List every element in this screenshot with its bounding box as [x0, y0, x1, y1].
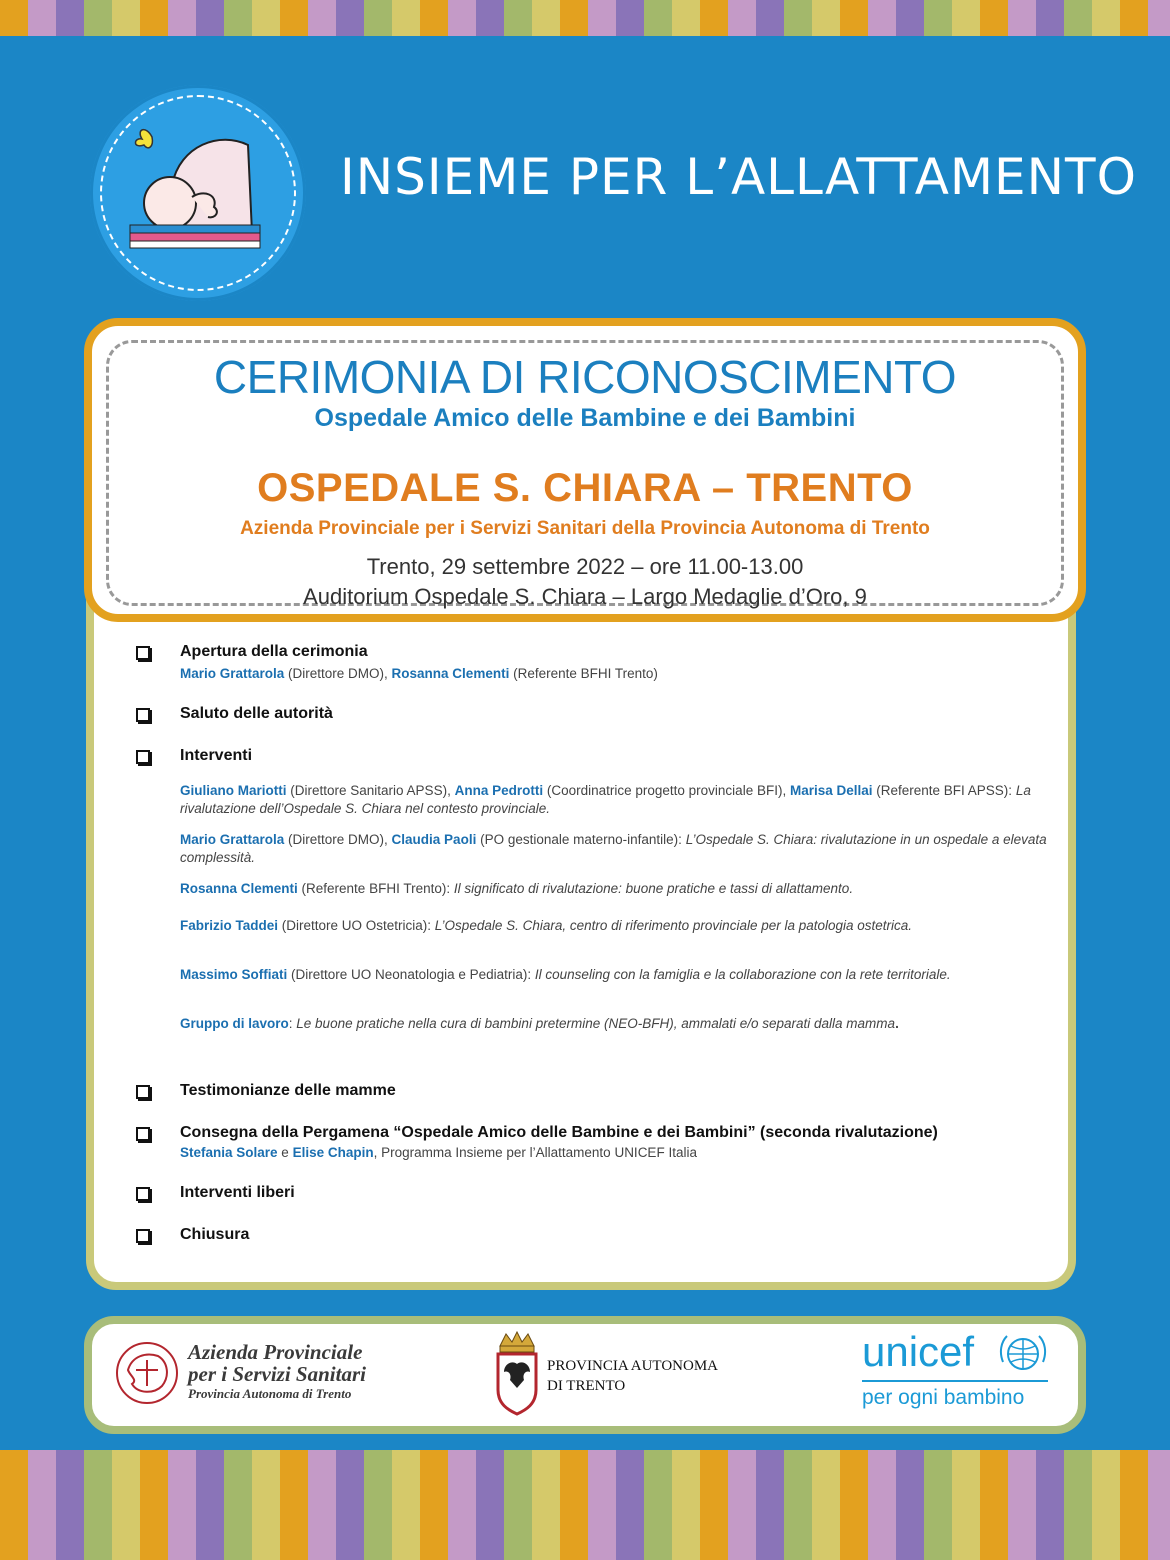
stripe [1008, 1450, 1036, 1560]
stripe [112, 0, 140, 36]
speaker-name: Elise Chapin [292, 1145, 374, 1160]
footer-logos-panel [84, 1316, 1086, 1434]
stripe [784, 0, 812, 36]
stripe [280, 1450, 308, 1560]
stripe-border-bottom [0, 1450, 1170, 1560]
ceremony-title: CERIMONIA DI RICONOSCIMENTO [213, 351, 957, 403]
stripe [56, 1450, 84, 1560]
stripe [336, 1450, 364, 1560]
stripe [588, 0, 616, 36]
stripe [28, 1450, 56, 1560]
item-title: Saluto delle autorità [180, 705, 333, 722]
speaker-name: Rosanna Clementi [180, 881, 298, 896]
campaign-title: INSIEME PER L’ALLATTAMENTO [340, 148, 1137, 206]
stripe [868, 0, 896, 36]
talk-2 [180, 831, 1052, 867]
talk-3 [180, 880, 1052, 898]
speaker-role: (PO gestionale materno-infantile): [476, 832, 686, 847]
stripe [532, 1450, 560, 1560]
talk-topic: La rivalutazione dell’Ospedale S. Chiara nel contesto provinciale. [180, 783, 1031, 816]
item-title: Interventi liberi [180, 1184, 295, 1201]
stripe [196, 1450, 224, 1560]
checkbox-icon [136, 1229, 150, 1243]
speaker-role: (Direttore UO Ostetricia): [278, 918, 435, 933]
checkbox-icon [136, 708, 150, 722]
stripe [700, 0, 728, 36]
talk-topic: Il significato di rivalutazione: buone pratiche e tassi di allattamento. [453, 881, 854, 896]
stripe [56, 0, 84, 36]
stripe [784, 1450, 812, 1560]
stripe [840, 1450, 868, 1560]
speaker-name: Marisa Dellai [789, 783, 873, 798]
stripe [756, 1450, 784, 1560]
stripe [308, 0, 336, 36]
stripe [728, 0, 756, 36]
stripe [1120, 1450, 1148, 1560]
stripe [1036, 1450, 1064, 1560]
stripe [952, 0, 980, 36]
event-date-time: Trento, 29 settembre 2022 – ore 11.00-13.00 [366, 554, 804, 579]
stripe [560, 0, 588, 36]
speaker-role: (Referente BFHI Trento) [509, 666, 658, 681]
stripe [980, 0, 1008, 36]
stripe [1120, 0, 1148, 36]
event-header-box [84, 318, 1086, 622]
unicef-wordmark: unicef [862, 1328, 975, 1375]
stripe [140, 1450, 168, 1560]
item-title: Testimonianze delle mamme [180, 1082, 396, 1099]
apss-name-line3: Provincia Autonoma di Trento [188, 1386, 352, 1401]
stripe [560, 1450, 588, 1560]
checkbox-icon [136, 1127, 150, 1141]
province-name-line1: PROVINCIA AUTONOMA [547, 1358, 718, 1374]
item-title: Chiusura [180, 1226, 250, 1243]
speaker-role: , Programma Insieme per l’Allattamento UNICEF Italia [373, 1145, 697, 1160]
stripe [308, 1450, 336, 1560]
checkbox-icon [136, 750, 150, 764]
stripe [924, 1450, 952, 1560]
checkbox-icon [136, 1187, 150, 1201]
stripe [1148, 0, 1170, 36]
stripe [1092, 1450, 1120, 1560]
speaker-role: (Coordinatrice progetto provinciale BFI), [543, 783, 790, 798]
talk-4 [180, 917, 1052, 935]
item-title: Consegna della Pergamena “Ospedale Amico delle Bambine e dei Bambini” (seconda rivalutazione) [180, 1124, 938, 1141]
stripe [1064, 0, 1092, 36]
connector-text: e [277, 1145, 293, 1160]
unicef-divider [862, 1380, 1048, 1382]
stripe [980, 1450, 1008, 1560]
stripe [812, 0, 840, 36]
stripe [196, 0, 224, 36]
stripe [112, 1450, 140, 1560]
stripe [84, 0, 112, 36]
stripe [252, 0, 280, 36]
stripe [448, 0, 476, 36]
stripe [616, 0, 644, 36]
unicef-globe-icon [997, 1332, 1049, 1378]
stripe [252, 1450, 280, 1560]
speaker-name: Gruppo di lavoro [180, 1016, 289, 1031]
speaker-role: (Referente BFI APSS): [872, 783, 1016, 798]
stripe [896, 1450, 924, 1560]
stripe [448, 1450, 476, 1560]
stripe [364, 1450, 392, 1560]
apss-name-line1: Azienda Provinciale [188, 1340, 363, 1364]
stripe [952, 1450, 980, 1560]
speaker-name: Mario Grattarola [180, 832, 285, 847]
talk-topic: L’Ospedale S. Chiara: rivalutazione in un ospedale a elevata complessità. [180, 832, 1047, 865]
stripe [1064, 1450, 1092, 1560]
stripe [504, 1450, 532, 1560]
stripe [532, 0, 560, 36]
talk-6 [180, 1015, 1052, 1033]
talk-topic: Il counseling con la famiglia e la collaborazione con la rete territoriale. [534, 967, 951, 982]
stripe [336, 0, 364, 36]
speaker-name: Giuliano Mariotti [180, 783, 287, 798]
ceremony-subtitle: Ospedale Amico delle Bambine e dei Bambini [314, 404, 856, 432]
checkbox-icon [136, 646, 150, 660]
speaker-role: (Direttore DMO), [284, 832, 392, 847]
stripe [840, 0, 868, 36]
item-title: Interventi [180, 747, 253, 764]
stripe [392, 1450, 420, 1560]
unicef-tagline: per ogni bambino [862, 1386, 1025, 1409]
event-venue: Auditorium Ospedale S. Chiara – Largo Medaglie d’Oro, 9 [303, 584, 867, 609]
stripe [672, 1450, 700, 1560]
speaker-role: (Direttore DMO), [284, 666, 392, 681]
stripe [644, 0, 672, 36]
stripe [392, 0, 420, 36]
stripe [476, 1450, 504, 1560]
stripe [280, 0, 308, 36]
speaker-name: Massimo Soffiati [180, 967, 288, 982]
speaker-role: (Referente BFHI Trento): [297, 881, 454, 896]
apss-name-line2: per i Servizi Sanitari [188, 1362, 366, 1386]
stripe [728, 1450, 756, 1560]
stripe [84, 1450, 112, 1560]
stripe [168, 0, 196, 36]
talk-5 [180, 966, 1052, 984]
stripe [420, 1450, 448, 1560]
hospital-name: OSPEDALE S. CHIARA – TRENTO [257, 466, 913, 510]
speaker-role: (Direttore Sanitario APSS), [286, 783, 455, 798]
stripe [224, 1450, 252, 1560]
stripe [700, 1450, 728, 1560]
stripe-border-top [0, 0, 1170, 36]
parchment-presenters [180, 1144, 1052, 1162]
checkbox-icon [136, 1085, 150, 1099]
stripe [1092, 0, 1120, 36]
stripe [28, 0, 56, 36]
stripe [364, 0, 392, 36]
stripe [1148, 1450, 1170, 1560]
stripe [616, 1450, 644, 1560]
stripe [672, 0, 700, 36]
stripe [420, 0, 448, 36]
stripe [1036, 0, 1064, 36]
stripe [812, 1450, 840, 1560]
stripe [868, 1450, 896, 1560]
stripe [504, 0, 532, 36]
item-title: Apertura della cerimonia [180, 643, 368, 660]
stripe [588, 1450, 616, 1560]
stripe [644, 1450, 672, 1560]
speaker-name: Anna Pedrotti [454, 783, 544, 798]
speaker-name: Mario Grattarola [180, 666, 285, 681]
eagle-crest-icon [492, 1330, 542, 1416]
talk-1 [180, 782, 1052, 818]
speaker-role: : [288, 1016, 297, 1031]
speaker-name: Claudia Paoli [391, 832, 477, 847]
stripe [140, 0, 168, 36]
speaker-role: (Direttore UO Neonatologia e Pediatria): [287, 967, 535, 982]
opening-speakers [180, 665, 1052, 683]
province-name-line2: DI TRENTO [547, 1378, 626, 1394]
stripe [924, 0, 952, 36]
speaker-name: Fabrizio Taddei [180, 918, 279, 933]
speaker-name: Stefania Solare [180, 1145, 278, 1160]
breastfeeding-logo-icon [90, 85, 306, 301]
stripe [224, 0, 252, 36]
stripe [168, 1450, 196, 1560]
agency-name: Azienda Provinciale per i Servizi Sanitari della Provincia Autonoma di Trento [240, 518, 930, 539]
talk-end: . [895, 1016, 899, 1031]
stripe [756, 0, 784, 36]
stripe [476, 0, 504, 36]
stripe [0, 1450, 28, 1560]
stripe [0, 0, 28, 36]
apss-map-icon [114, 1340, 180, 1406]
stripe [1008, 0, 1036, 36]
stripe [896, 0, 924, 36]
talk-topic: L’Ospedale S. Chiara, centro di riferimento provinciale per la patologia ostetrica. [434, 918, 913, 933]
speaker-name: Rosanna Clementi [391, 666, 510, 681]
talk-topic: Le buone pratiche nella cura di bambini pretermine (NEO-BFH), ammalati e/o separati dalla mamma [296, 1016, 896, 1031]
